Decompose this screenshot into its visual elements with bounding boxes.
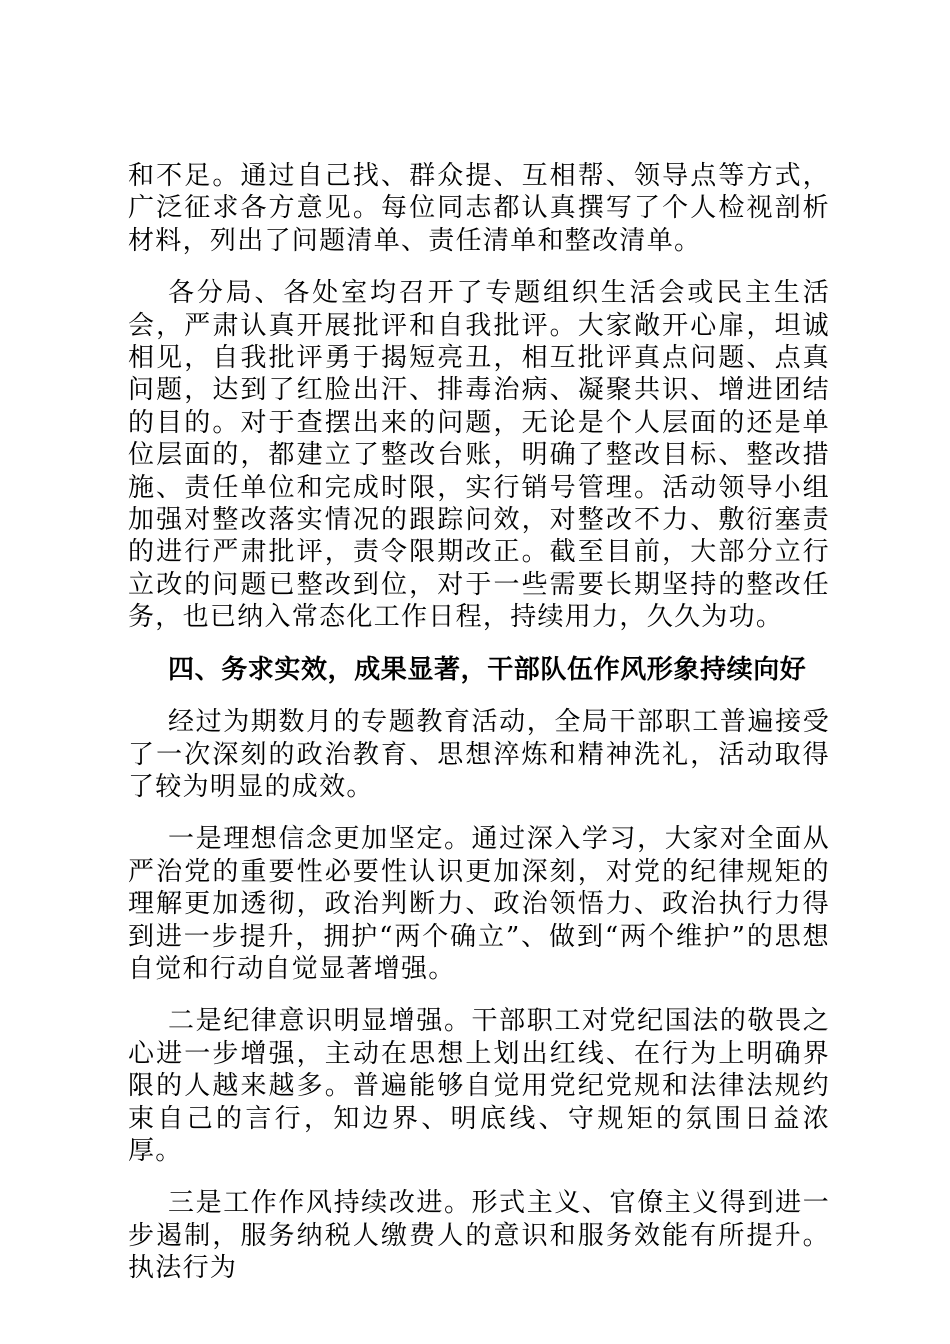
section-heading: 四、务求实效，成果显著，干部队伍作风形象持续向好 — [168, 654, 807, 685]
document-page — [128, 160, 830, 1305]
paragraph-point-one: 一是理想信念更加坚定。通过深入学习，大家对全面从严治党的重要性必要性认识更加深刻，对党的纪律规矩的理解更加透彻，政治判断力、政治领悟力、政治执行力得到进一步提升，拥护“两个确立”、做到“两个维护”的思想自觉和行动自觉显著增强。 — [128, 824, 830, 984]
paragraph-point-two: 二是纪律意识明显增强。干部职工对党纪国法的敬畏之心进一步增强，主动在思想上划出红线、在行为上明确界限的人越来越多。普遍能够自觉用党纪党规和法律法规约束自己的言行，知边界、明底线、守规矩的氛围日益浓厚。 — [128, 1006, 830, 1166]
paragraph-rectification: 各分局、各处室均召开了专题组织生活会或民主生活会，严肃认真开展批评和自我批评。大家敞开心扉，坦诚相见，自我批评勇于揭短亮丑，相互批评真点问题、点真问题，达到了红脸出汗、排毒治病、凝聚共识、增进团结的目的。对于查摆出来的问题，无论是个人层面的还是单位层面的，都建立了整改台账，明确了整改目标、整改措施、责任单位和完成时限，实行销号管理。活动领导小组加强对整改落实情况的跟踪问效，对整改不力、敷衍塞责的进行严肃批评，责令限期改正。截至目前，大部分立行立改的问题已整改到位，对于一些需要长期坚持的整改任务，也已纳入常态化工作日程，持续用力，久久为功。 — [128, 278, 830, 633]
paragraph-results-intro: 经过为期数月的专题教育活动，全局干部职工普遍接受了一次深刻的政治教育、思想淬炼和精神洗礼，活动取得了较为明显的成效。 — [128, 707, 830, 802]
paragraph-point-three: 三是工作作风持续改进。形式主义、官僚主义得到进一步遏制，服务纳税人缴费人的意识和服务效能有所提升。执法行为 — [128, 1188, 830, 1284]
paragraph-continuation: 和不足。通过自己找、群众提、互相帮、领导点等方式，广泛征求各方意见。每位同志都认真撰写了个人检视剖析材料，列出了问题清单、责任清单和整改清单。 — [128, 161, 830, 256]
